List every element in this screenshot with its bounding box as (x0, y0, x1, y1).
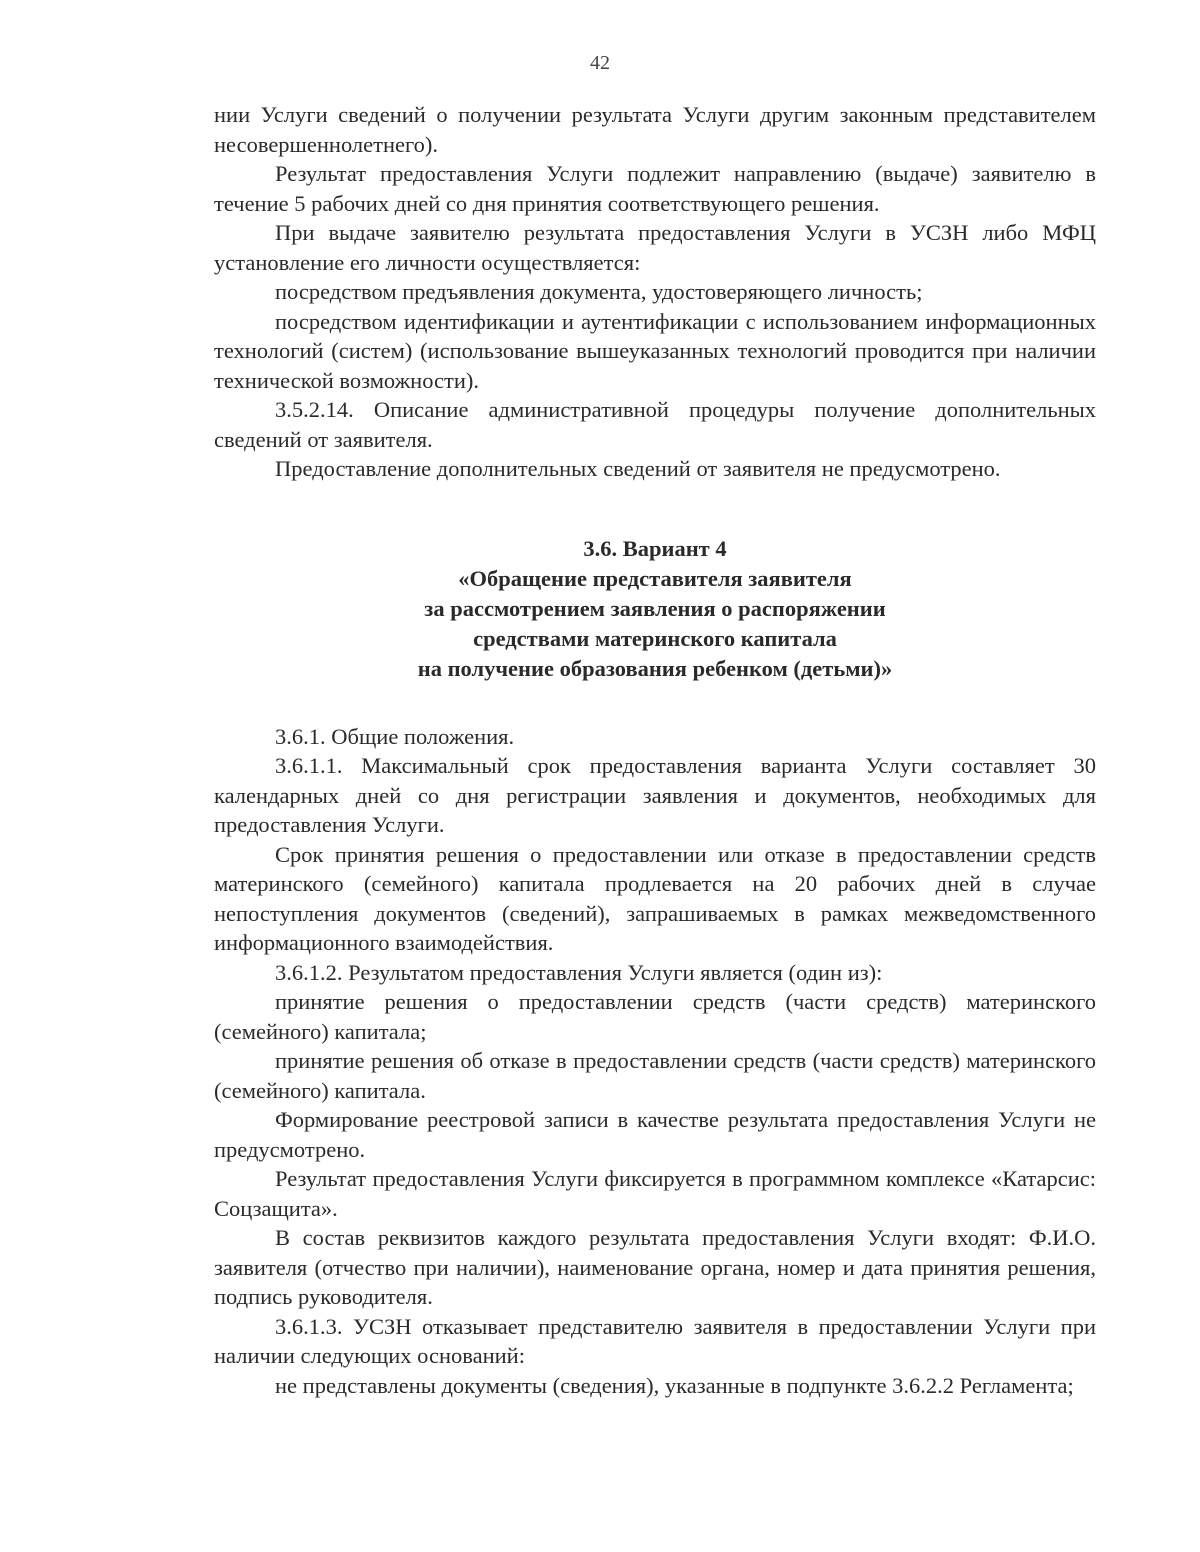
paragraph: 3.6.1. Общие положения. (275, 723, 515, 749)
paragraph: 3.6.1.3. УСЗН отказывает представителю заявителя в предоставлении Услуги при наличии следующих оснований: (214, 1313, 1096, 1368)
paragraph: посредством предъявления документа, удостоверяющего личность; (275, 279, 923, 304)
paragraph: принятие решения о предоставлении средств (части средств) материнского (семейного) капитала; (214, 989, 1096, 1044)
section-heading (214, 534, 1096, 684)
heading-line: 3.6. Вариант 4 (583, 535, 727, 561)
paragraphs-after-heading (214, 722, 1096, 1401)
paragraph: 3.5.2.14. Описание административной процедуры получение дополнительных сведений от заявителя. (214, 397, 1096, 452)
heading-line: на получение образования ребенком (детьми)» (417, 655, 893, 681)
heading-line: средствами материнского капитала (473, 625, 837, 651)
paragraph: посредством идентификации и аутентификации с использованием информационных технологий (систем) (использование вышеуказанных технологий проводится при наличии технической возможности). (214, 308, 1096, 393)
paragraph: Результат предоставления Услуги подлежит направлению (выдаче) заявителю в течение 5 рабочих дней со дня принятия соответствующего решения. (214, 161, 1096, 216)
paragraph: нии Услуги сведений о получении результата Услуги другим законным представителем несовершеннолетнего). (214, 102, 1096, 157)
page-number: 42 (590, 52, 610, 74)
paragraph: 3.6.1.2. Результатом предоставления Услуги является (один из): (275, 959, 883, 985)
paragraph: Предоставление дополнительных сведений от заявителя не предусмотрено. (275, 456, 1001, 481)
paragraph: не представлены документы (сведения), указанные в подпункте 3.6.2.2 Регламента; (275, 1372, 1074, 1398)
document-body (214, 100, 1096, 1400)
paragraph: Результат предоставления Услуги фиксируется в программном комплексе «Катарсис: Соцзащита». (214, 1166, 1096, 1221)
paragraph: Срок принятия решения о предоставлении или отказе в предоставлении средств материнского (семейного) капитала продлевается на 20 рабочих дней в случае непоступления документов (сведений), запрашиваемых в рамках межведомственного информационного взаимодействия. (214, 841, 1096, 955)
heading-line: за рассмотрением заявления о распоряжении (424, 595, 886, 621)
paragraphs-before-heading (214, 100, 1096, 484)
heading-line: «Обращение представителя заявителя (458, 565, 852, 591)
paragraph: В состав реквизитов каждого результата предоставления Услуги входят: Ф.И.О. заявителя (отчество при наличии), наименование органа, номер и дата принятия решения, подпись руководителя. (214, 1225, 1096, 1309)
paragraph: 3.6.1.1. Максимальный срок предоставления варианта Услуги составляет 30 календарных дней со дня регистрации заявления и документов, необходимых для предоставления Услуги. (214, 753, 1096, 837)
paragraph: принятие решения об отказе в предоставлении средств (части средств) материнского (семейного) капитала. (214, 1048, 1096, 1103)
paragraph: При выдаче заявителю результата предоставления Услуги в УСЗН либо МФЦ установление его личности осуществляется: (214, 220, 1096, 275)
paragraph: Формирование реестровой записи в качестве результата предоставления Услуги не предусмотрено. (214, 1107, 1096, 1162)
